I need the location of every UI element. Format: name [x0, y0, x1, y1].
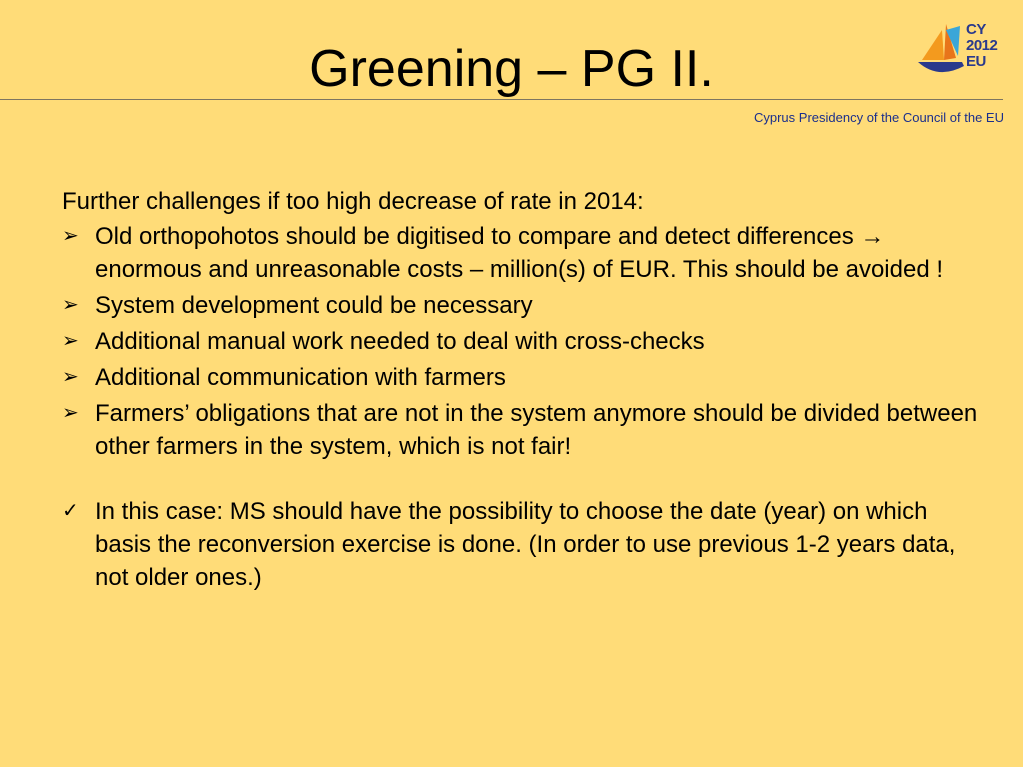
- list-item: ➢ System development could be necessary: [62, 289, 982, 322]
- conclusion-list: [62, 495, 982, 594]
- conclusion-item: ✓ In this case: MS should have the possibility to choose the date (year) on which basis the reconversion exercise is done. (In order to use previous 1-2 years data, not older ones.): [62, 495, 982, 594]
- slide-body: [62, 185, 982, 597]
- arrowhead-bullet-icon: ➢: [62, 225, 79, 247]
- title-divider: [0, 99, 1003, 100]
- list-item: ➢ Old orthopohotos should be digitised to compare and detect differences → enormous and unreasonable costs – million(s) of EUR. This should be avoided !: [62, 220, 982, 286]
- arrowhead-bullet-icon: ➢: [62, 330, 79, 352]
- arrowhead-bullet-icon: ➢: [62, 402, 79, 424]
- cy2012-logo: [916, 18, 1010, 80]
- slide-subtitle: Cyprus Presidency of the Council of the EU: [753, 110, 1004, 125]
- challenge-list: [62, 220, 982, 463]
- arrowhead-bullet-icon: ➢: [62, 366, 79, 388]
- list-item: ➢ Farmers’ obligations that are not in the system anymore should be divided between other farmers in the system, which is not fair!: [62, 397, 982, 463]
- arrowhead-bullet-icon: ➢: [62, 294, 79, 316]
- list-item: ➢ Additional communication with farmers: [62, 361, 982, 394]
- logo-text: CY 2012 EU: [966, 21, 998, 70]
- slide-title: Greening – PG II.: [309, 40, 714, 98]
- list-item: ➢ Additional manual work needed to deal with cross-checks: [62, 325, 982, 358]
- intro-text: Further challenges if too high decrease of rate in 2014:: [62, 188, 644, 215]
- checkmark-icon: ✓: [62, 500, 79, 522]
